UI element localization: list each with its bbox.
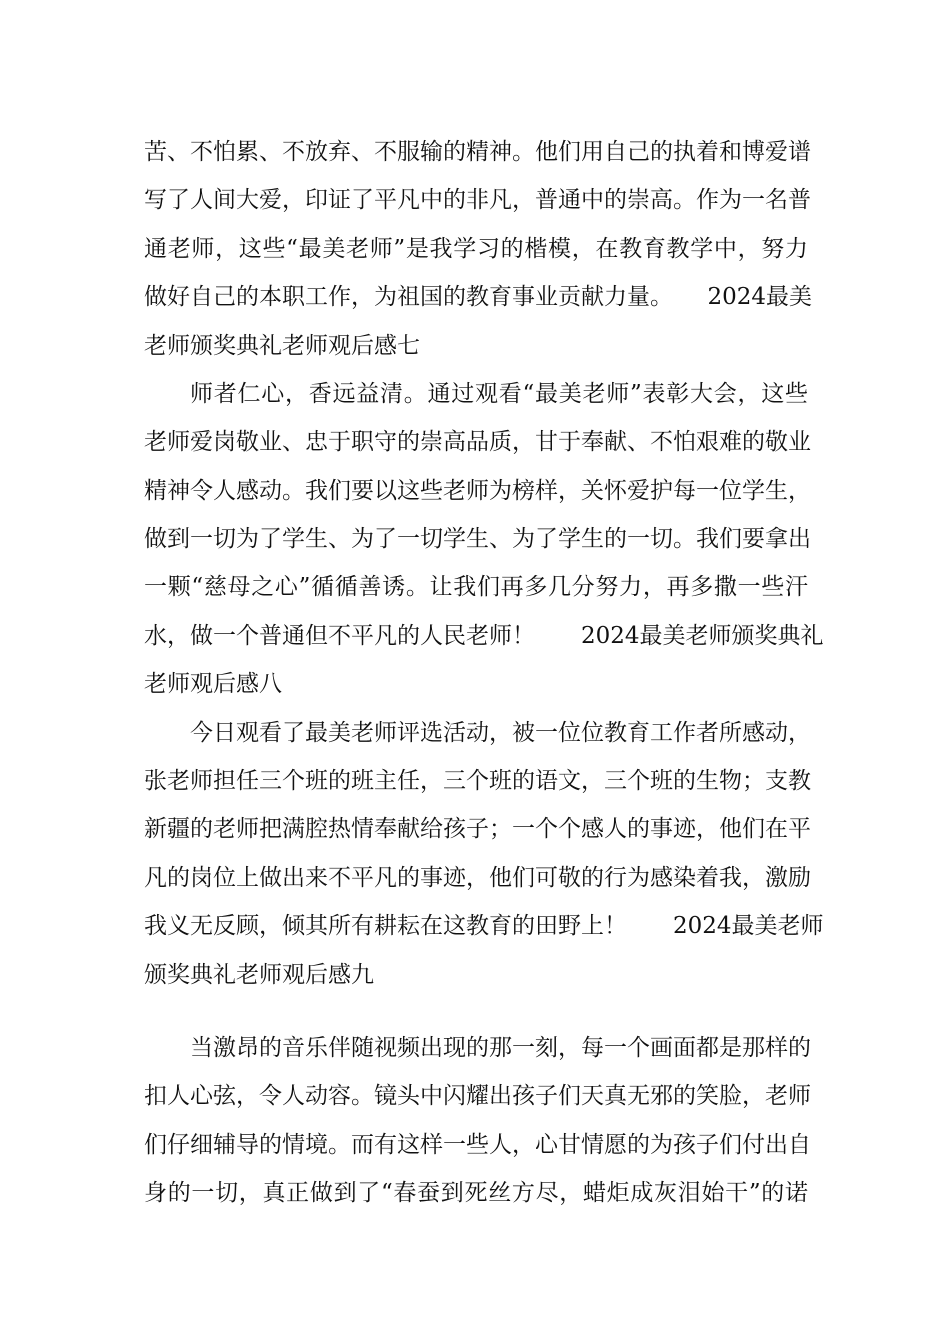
text-line: 苦、不怕累、不放弃、不服输的精神。他们用自己的执着和博爱谱 <box>144 139 811 165</box>
text-line: 做到一切为了学生、为了一切学生、为了学生的一切。我们要拿出 <box>144 526 811 552</box>
text-line: 凡的岗位上做出来不平凡的事迹，他们可敬的行为感染着我，激励 <box>144 865 811 891</box>
text-line: 张老师担任三个班的班主任，三个班的语文，三个班的生物；支教 <box>144 768 811 794</box>
paragraph-first-line: 当激昂的音乐伴随视频出现的那一刻，每一个画面都是那样的 <box>190 1035 811 1061</box>
section-heading: 老师观后感八 <box>144 671 282 697</box>
text-line: 我义无反顾，倾其所有耕耘在这教育的田野上！ 2024最美老师 <box>144 913 824 939</box>
text-line: 精神令人感动。我们要以这些老师为榜样，关怀爱护每一位学生， <box>144 478 811 504</box>
text-line: 一颗“慈母之心”循循善诱。让我们再多几分努力，再多撒一些汗 <box>144 574 808 600</box>
paragraph-first-line: 师者仁心，香远益清。通过观看“最美老师”表彰大会，这些 <box>190 381 808 407</box>
paragraph-first-line: 今日观看了最美老师评选活动，被一位位教育工作者所感动， <box>190 720 811 746</box>
text-line: 做好自己的本职工作，为祖国的教育事业贡献力量。 2024最美 <box>144 284 813 310</box>
text-line: 新疆的老师把满腔热情奉献给孩子；一个个感人的事迹，他们在平 <box>144 816 811 842</box>
text-line: 水，做一个普通但不平凡的人民老师！ 2024最美老师颁奖典礼 <box>144 623 824 649</box>
text-line: 老师爱岗敬业、忠于职守的崇高品质，甘于奉献、不怕艰难的敬业 <box>144 429 811 455</box>
text-line: 写了人间大爱，印证了平凡中的非凡，普通中的崇高。作为一名普 <box>144 187 811 213</box>
text-line: 通老师，这些“最美老师”是我学习的楷模，在教育教学中，努力 <box>144 236 808 262</box>
text-line: 们仔细辅导的情境。而有这样一些人，心甘情愿的为孩子们付出自 <box>144 1132 811 1158</box>
text-line: 扣人心弦，令人动容。镜头中闪耀出孩子们天真无邪的笑脸，老师 <box>144 1083 811 1109</box>
text-line: 身的一切，真正做到了“春蚕到死丝方尽，蜡炬成灰泪始干”的诺 <box>144 1180 808 1206</box>
section-heading: 颁奖典礼老师观后感九 <box>144 962 374 988</box>
section-heading: 老师颁奖典礼老师观后感七 <box>144 333 420 359</box>
